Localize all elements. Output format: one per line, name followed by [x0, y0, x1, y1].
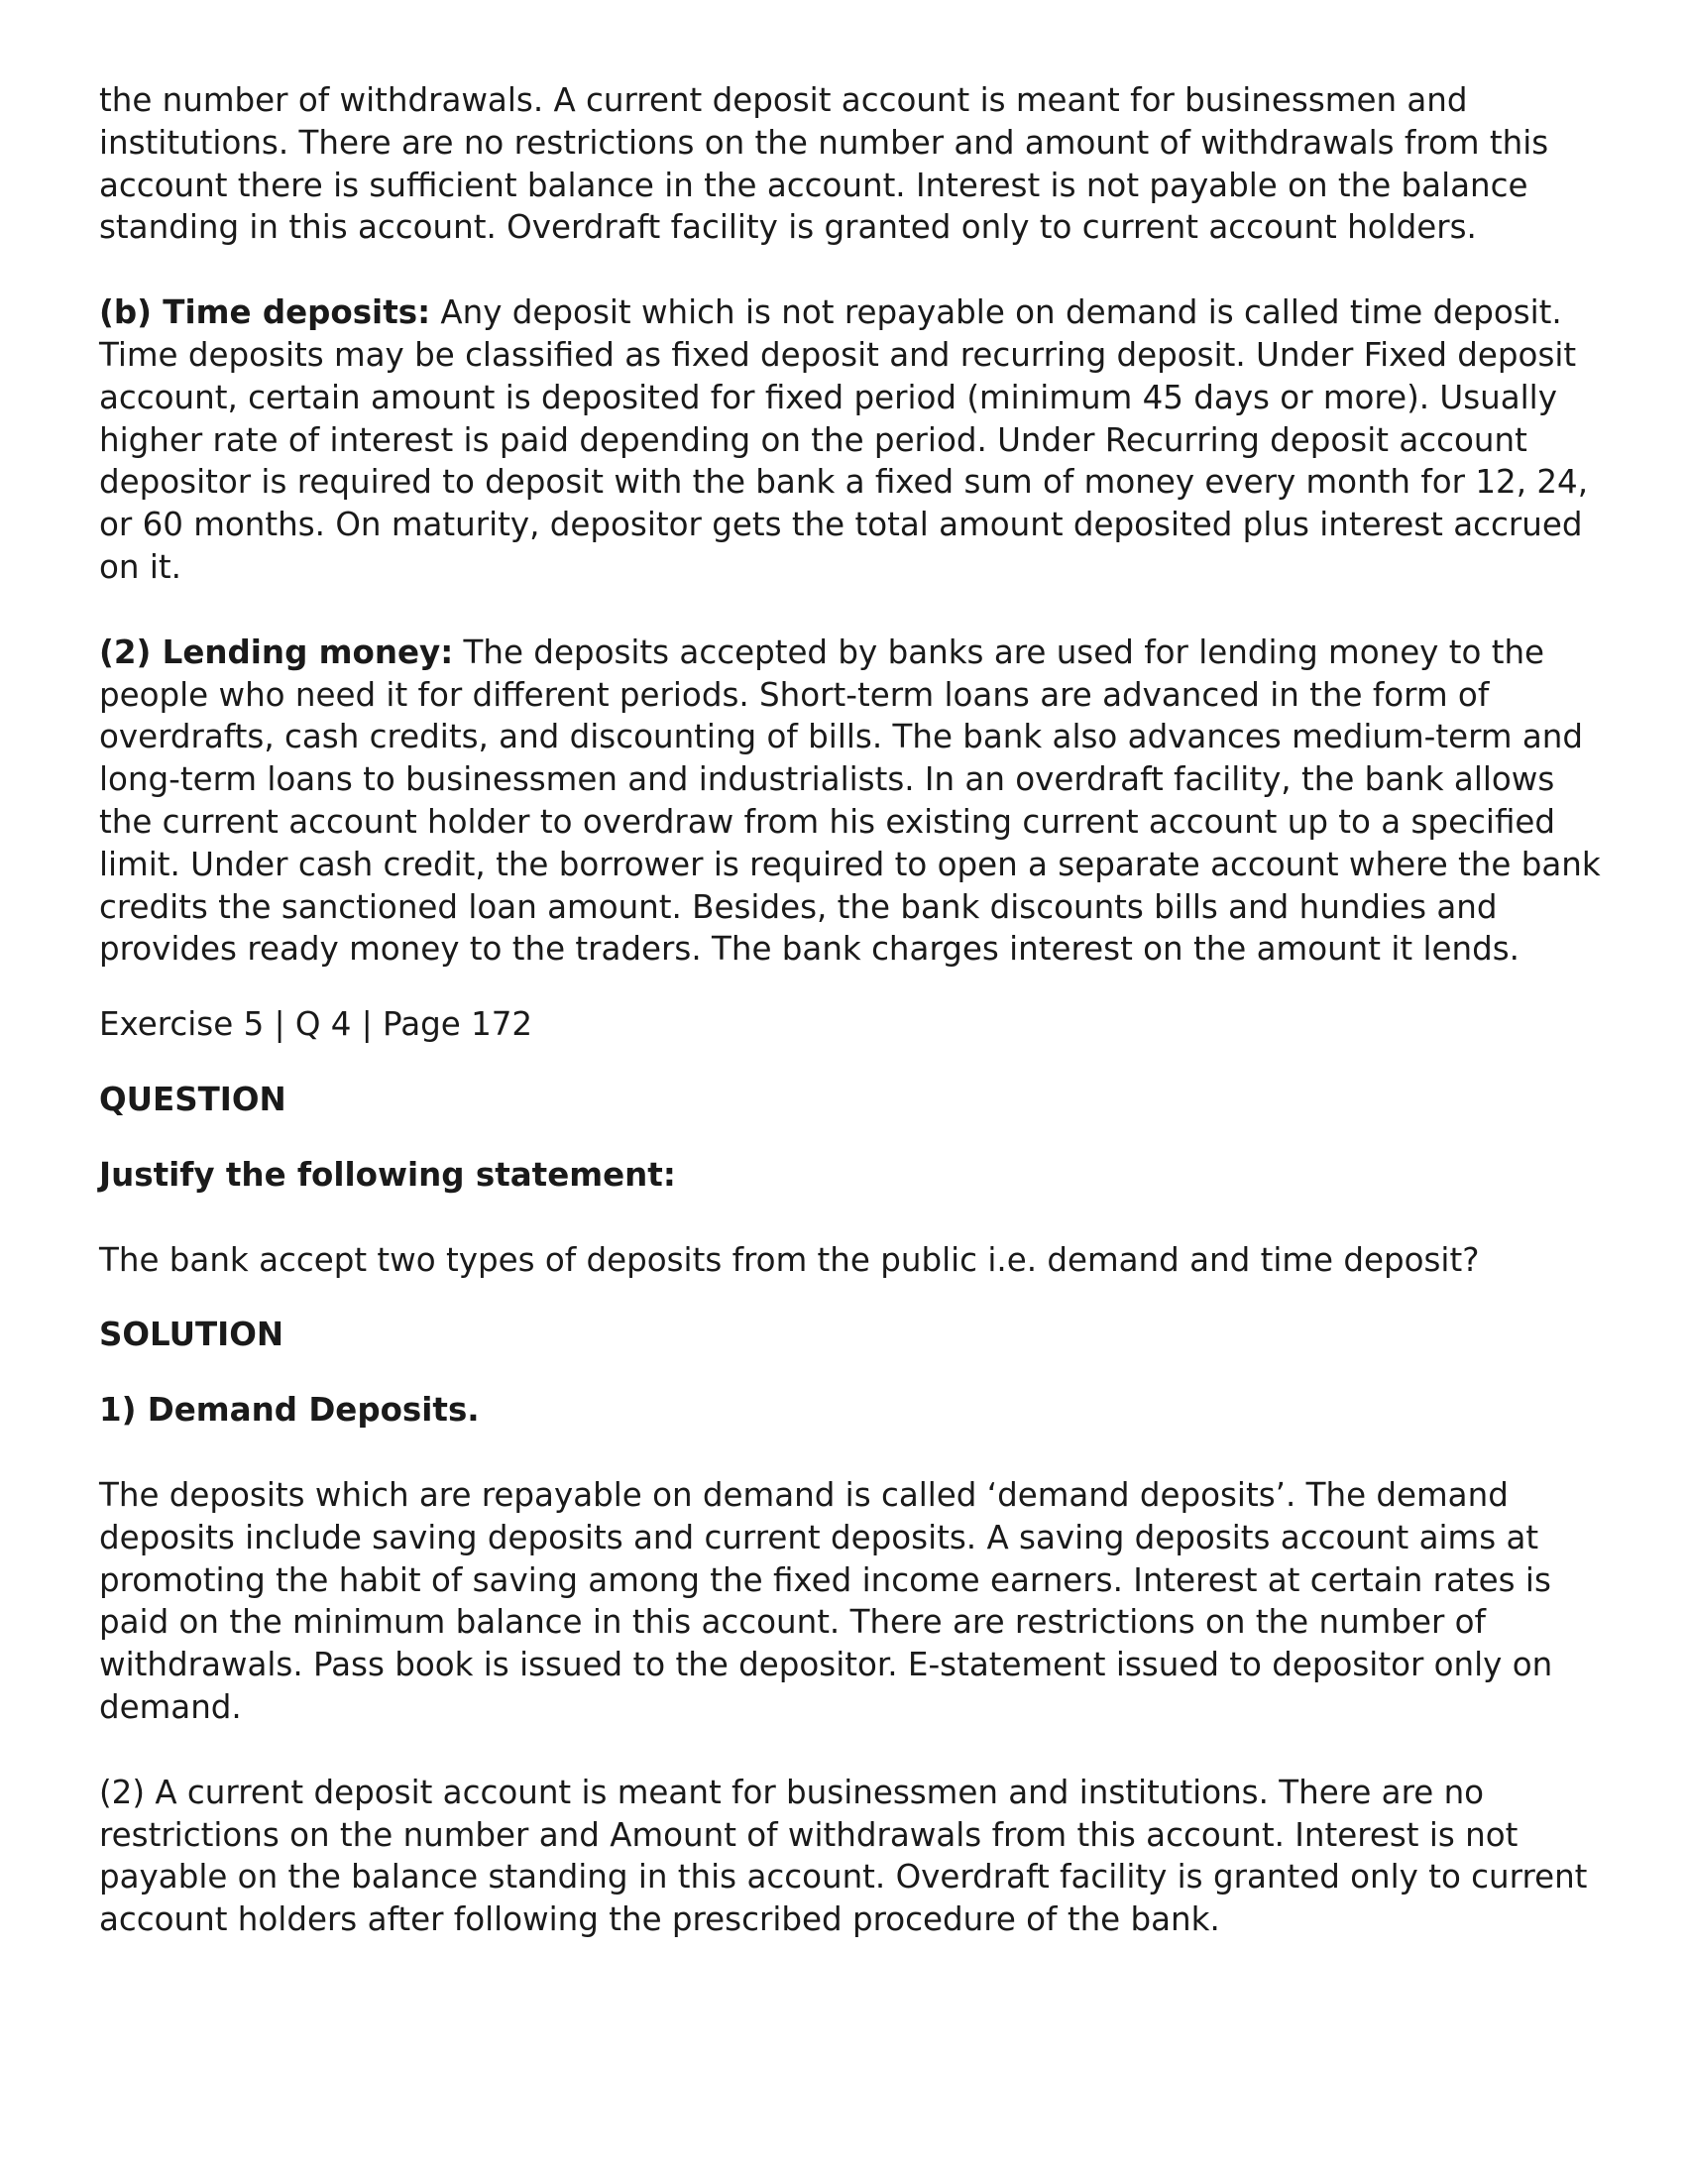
paragraph-current-account-continued: the number of withdrawals. A current deposit account is meant for businessmen and institutions. There are no restrictions on the number and amount of withdrawals from this account there is sufficient balance in the account. Interest is not payable on the balance standing in this account. Overdraft facility is granted only to current account holders.	[99, 81, 1549, 247]
paragraph-lending-money	[99, 632, 1606, 971]
question-label: QUESTION	[99, 1080, 286, 1118]
exercise-reference: Exercise 5 | Q 4 | Page 172	[99, 1005, 533, 1044]
question-statement: The bank accept two types of deposits from the public i.e. demand and time deposit?	[99, 1240, 1480, 1279]
paragraph-time-deposits	[99, 291, 1606, 589]
paragraph-current-deposit: (2) A current deposit account is meant for businessmen and institutions. There are no restrictions on the number and Amount of withdrawals from this account. Interest is not payable on the balance standing in this account. Overdraft facility is granted only to current account holders after following the prescribed procedure of the bank.	[99, 1773, 1588, 1939]
time-deposits-text: Any deposit which is not repayable on demand is called time deposit. Time deposits may be classified as fixed deposit and recurring deposit. Under Fixed deposit account, certain amount is deposited for fixed period (minimum 45 days or more). Usually higher rate of interest is paid depending on the period. Under Recurring deposit account depositor is required to deposit with the bank a fixed sum of money every month for 12, 24, or 60 months. On maturity, depositor gets the total amount deposited plus interest accrued on it.	[99, 293, 1589, 586]
time-deposits-heading: (b) Time deposits:	[99, 293, 431, 332]
question-prompt: Justify the following statement:	[99, 1155, 676, 1194]
document-page	[99, 79, 1606, 1941]
demand-deposits-heading: 1) Demand Deposits.	[99, 1391, 480, 1430]
lending-money-heading: (2) Lending money:	[99, 632, 454, 671]
lending-money-text: The deposits accepted by banks are used for lending money to the people who need it for different periods. Short-term loans are advanced in the form of overdrafts, cash credits, and discounting of bills. The bank also advances medium-term and long-term loans to businessmen and industrialists. In an overdraft facility, the bank allows the current account holder to overdraw from his existing current account up to a specified limit. Under cash credit, the borrower is required to open a separate account where the bank credits the sanctioned loan amount. Besides, the bank discounts bills and hundies and provides ready money to the traders. The bank charges interest on the amount it lends.	[99, 632, 1601, 969]
solution-label: SOLUTION	[99, 1316, 284, 1354]
paragraph-demand-deposits: The deposits which are repayable on demand is called ‘demand deposits’. The demand deposits include saving deposits and current deposits. A saving deposits account aims at promoting the habit of saving among the fixed income earners. Interest at certain rates is paid on the minimum balance in this account. There are restrictions on the number of withdrawals. Pass book is issued to the depositor. E-statement issued to depositor only on demand.	[99, 1475, 1553, 1726]
